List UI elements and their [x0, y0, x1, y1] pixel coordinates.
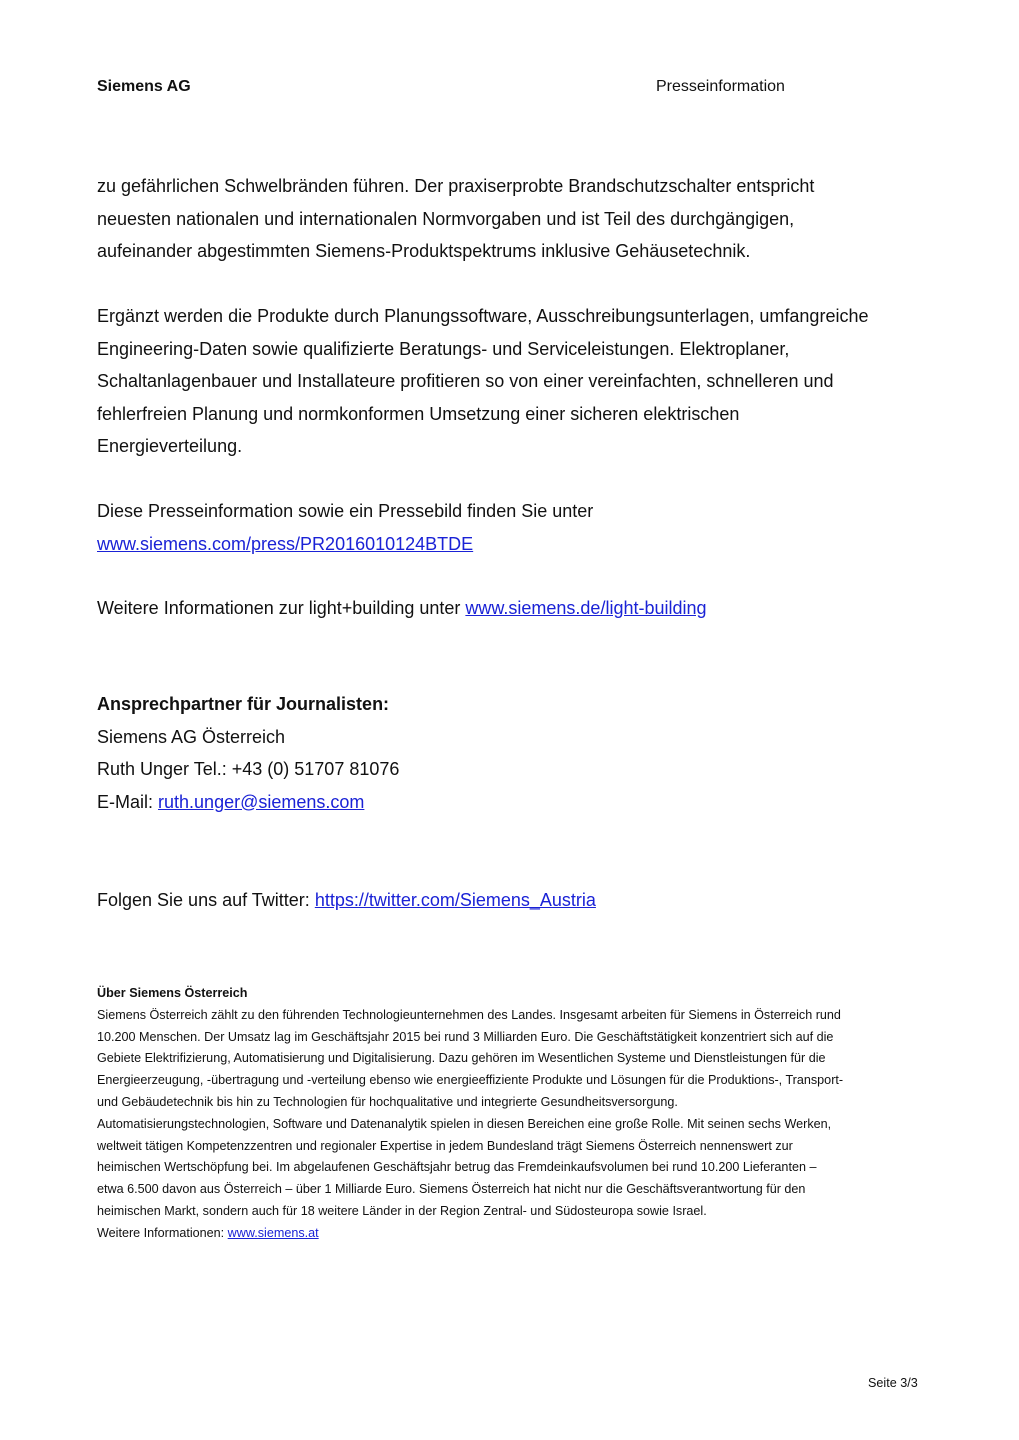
paragraph-line: Schaltanlagenbauer und Installateure profitieren so von einer vereinfachten, schnelleren und	[97, 371, 834, 391]
paragraph-line: Ergänzt werden die Produkte durch Planungssoftware, Ausschreibungsunterlagen, umfangreiche	[97, 306, 869, 326]
paragraph-line: aufeinander abgestimmten Siemens-Produktspektrums inklusive Gehäusetechnik.	[97, 241, 751, 261]
header-company: Siemens AG	[97, 78, 191, 95]
about-line: etwa 6.500 davon aus Österreich – über 1 Milliarde Euro. Siemens Österreich hat nicht nur die Geschäftsverantwortung für den	[97, 1182, 806, 1197]
email-label: E-Mail:	[97, 791, 154, 812]
paragraph-line: Energieverteilung.	[97, 436, 243, 456]
about-more-label: Weitere Informationen:	[97, 1225, 225, 1240]
about-line: Energieerzeugung, -übertragung und -verteilung ebenso wie energieeffiziente Produkte und Lösungen für die Produktions-, Transport-	[97, 1073, 844, 1088]
contact-org: Siemens AG Österreich	[97, 726, 286, 747]
paragraph-line: Engineering-Daten sowie qualifizierte Beratungs- und Serviceleistungen. Elektroplaner,	[97, 338, 790, 359]
light-building-link[interactable]: www.siemens.de/light-building	[465, 598, 707, 618]
about-line: 10.200 Menschen. Der Umsatz lag im Geschäftsjahr 2015 bei rund 3 Milliarden Euro. Die Geschäftstätigkeit konzentriert sich auf die	[97, 1029, 834, 1044]
paragraph-light-building	[97, 592, 927, 625]
about-line: heimischen Wertschöpfung bei. Im abgelaufenen Geschäftsjahr betrug das Fremdeinkaufsvolumen bei rund 10.200 Lieferanten –	[97, 1160, 817, 1175]
about-line: weltweit tätigen Kompetenzzentren und regionaler Expertise in jedem Bundesland trägt Siemens Österreich nennenswert zur	[97, 1138, 793, 1153]
paragraph-fire-protection	[97, 170, 927, 268]
about-line: und Gebäudetechnik bis hin zu Technologien für hochqualitative und integrierte Gesundheitsversorgung.	[97, 1094, 678, 1109]
siemens-at-link[interactable]: www.siemens.at	[227, 1225, 319, 1240]
email-link[interactable]: ruth.unger@siemens.com	[158, 791, 365, 812]
press-release-link[interactable]: www.siemens.com/press/PR2016010124BTDE	[97, 533, 474, 554]
twitter-text: Folgen Sie uns auf Twitter:	[97, 890, 310, 910]
page-number: Seite 3/3	[868, 1376, 918, 1390]
paragraph-line: neuesten nationalen und internationalen Normvorgaben und ist Teil des durchgängigen,	[97, 208, 795, 229]
header-doc-type: Presseinformation	[656, 78, 785, 95]
paragraph-line: fehlerfreien Planung und normkonformen Umsetzung einer sicheren elektrischen	[97, 403, 740, 424]
contact-block	[97, 688, 927, 818]
about-line: Automatisierungstechnologien, Software und Datenanalytik spielen in diesen Bereichen eine große Rolle. Mit seinen sechs Werken,	[97, 1116, 832, 1131]
about-line: heimischen Markt, sondern auch für 18 weitere Länder in der Region Zentral- und Südosteuropa sowie Israel.	[97, 1203, 707, 1218]
press-info-text: Diese Presseinformation sowie ein Pressebild finden Sie unter	[97, 501, 594, 521]
paragraph-line: zu gefährlichen Schwelbränden führen. Der praxiserprobte Brandschutzschalter entspricht	[97, 176, 815, 196]
paragraph-planning	[97, 300, 927, 463]
twitter-block	[97, 884, 927, 917]
about-siemens-austria	[97, 983, 927, 1245]
about-line: Siemens Österreich zählt zu den führenden Technologieunternehmen des Landes. Insgesamt arbeiten für Siemens in Österreich rund	[97, 1007, 841, 1022]
contact-person: Ruth Unger Tel.: +43 (0) 51707 81076	[97, 759, 400, 779]
contact-heading: Ansprechpartner für Journalisten:	[97, 694, 390, 714]
about-line: Gebiete Elektrifizierung, Automatisierung und Digitalisierung. Dazu gehören im Wesentlichen Systeme und Dienstleistungen für die	[97, 1051, 826, 1066]
twitter-link[interactable]: https://twitter.com/Siemens_Austria	[314, 890, 596, 910]
about-title: Über Siemens Österreich	[97, 986, 248, 1000]
light-building-text: Weitere Informationen zur light+building unter	[97, 598, 461, 618]
paragraph-press-info	[97, 495, 927, 560]
